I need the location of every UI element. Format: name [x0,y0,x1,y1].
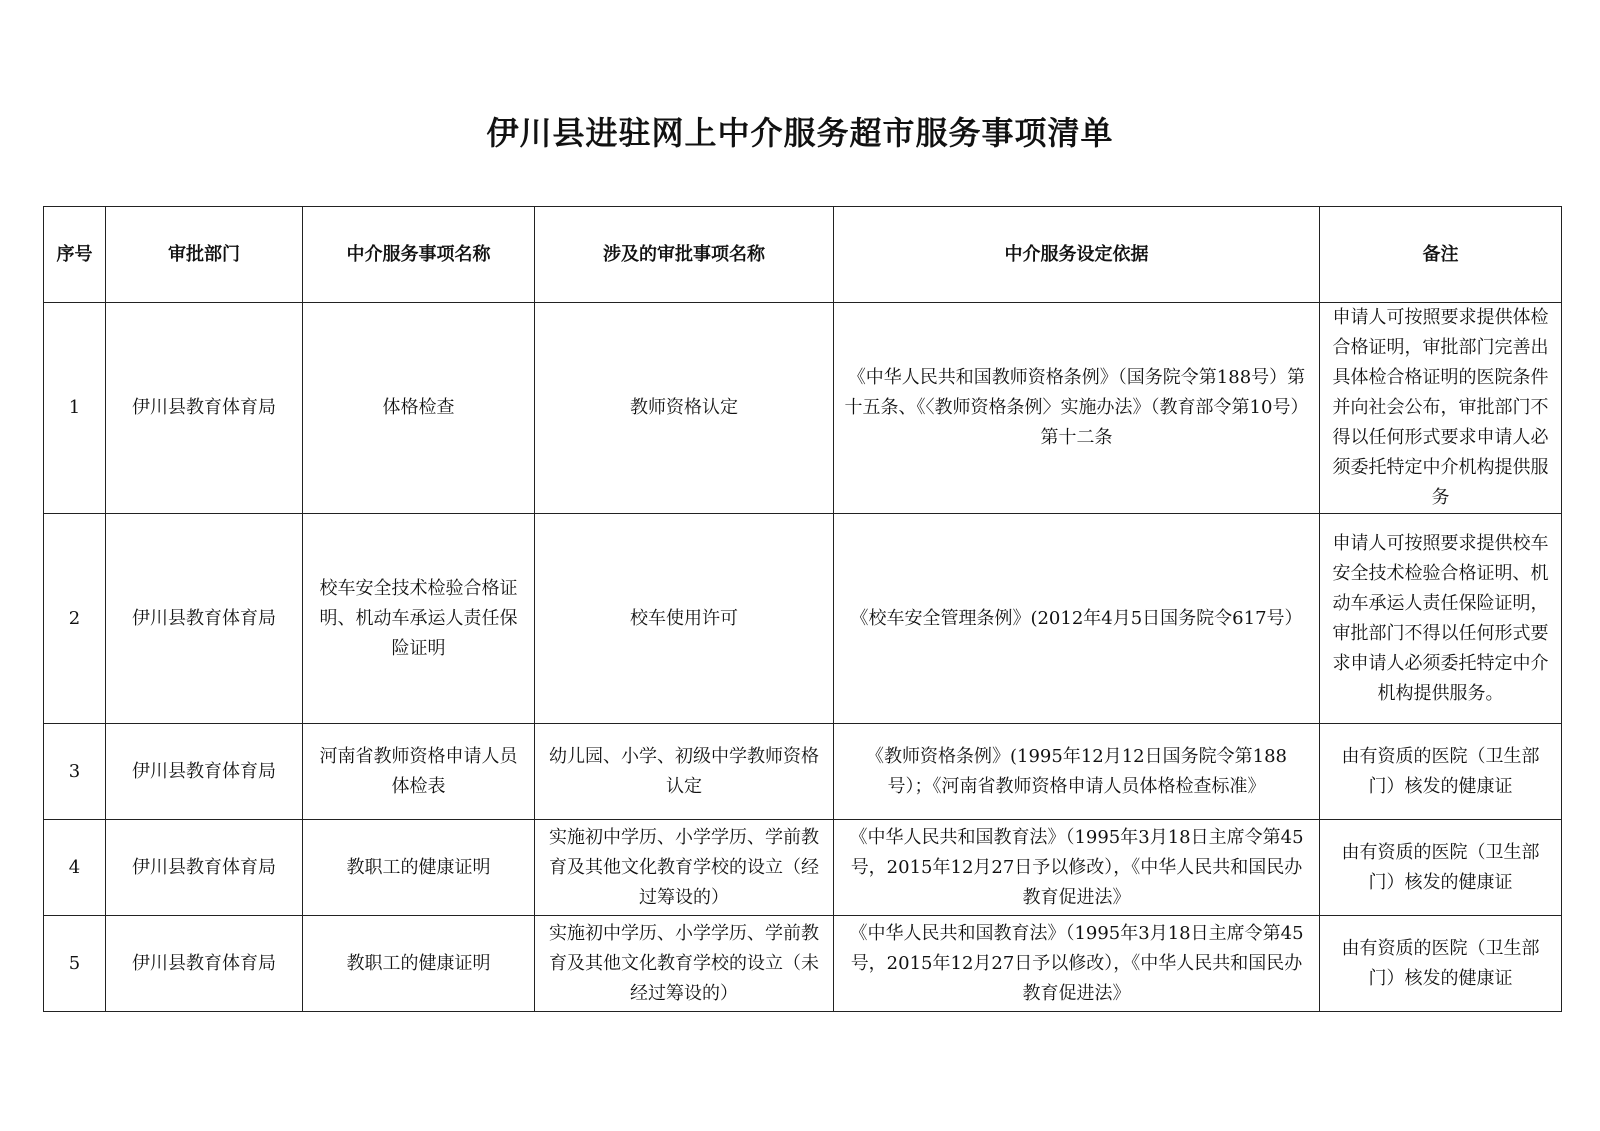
cell-no: 3 [44,724,106,820]
cell-service-name: 校车安全技术检验合格证明、机动车承运人责任保险证明 [303,514,535,724]
header-department: 审批部门 [106,207,303,303]
cell-remark: 由有资质的医院（卫生部门）核发的健康证 [1320,820,1562,916]
cell-remark: 申请人可按照要求提供体检合格证明，审批部门完善出具体检合格证明的医院条件并向社会公布，审批部门不得以任何形式要求申请人必须委托特定中介机构提供服务 [1320,303,1562,514]
cell-approval-name: 教师资格认定 [535,303,834,514]
cell-no: 2 [44,514,106,724]
header-service-name: 中介服务事项名称 [303,207,535,303]
cell-no: 5 [44,916,106,1012]
cell-service-name: 教职工的健康证明 [303,916,535,1012]
table-row [44,820,1562,916]
cell-approval-name: 幼儿园、小学、初级中学教师资格认定 [535,724,834,820]
cell-remark: 由有资质的医院（卫生部门）核发的健康证 [1320,724,1562,820]
cell-basis: 《中华人民共和国教育法》（1995年3月18日主席令第45号，2015年12月27日予以修改），《中华人民共和国民办教育促进法》 [834,820,1320,916]
cell-service-name: 教职工的健康证明 [303,820,535,916]
cell-basis: 《中华人民共和国教育法》（1995年3月18日主席令第45号，2015年12月27日予以修改），《中华人民共和国民办教育促进法》 [834,916,1320,1012]
table-row [44,916,1562,1012]
service-items-table [43,206,1562,1012]
header-no: 序号 [44,207,106,303]
cell-basis: 《教师资格条例》(1995年12月12日国务院令第188号）；《河南省教师资格申请人员体格检查标准》 [834,724,1320,820]
cell-service-name: 体格检查 [303,303,535,514]
table-row [44,303,1562,514]
table-header-row [44,207,1562,303]
cell-department: 伊川县教育体育局 [106,724,303,820]
cell-service-name: 河南省教师资格申请人员体检表 [303,724,535,820]
cell-remark: 申请人可按照要求提供校车安全技术检验合格证明、机动车承运人责任保险证明，审批部门不得以任何形式要求申请人必须委托特定中介机构提供服务。 [1320,514,1562,724]
cell-department: 伊川县教育体育局 [106,820,303,916]
cell-approval-name: 实施初中学历、小学学历、学前教育及其他文化教育学校的设立（未经过筹设的） [535,916,834,1012]
document-title: 伊川县进驻网上中介服务超市服务事项清单 [486,114,1114,152]
table-row [44,514,1562,724]
header-approval-name: 涉及的审批事项名称 [535,207,834,303]
cell-department: 伊川县教育体育局 [106,514,303,724]
table-row [44,724,1562,820]
header-remark: 备注 [1320,207,1562,303]
cell-approval-name: 实施初中学历、小学学历、学前教育及其他文化教育学校的设立（经过筹设的） [535,820,834,916]
cell-department: 伊川县教育体育局 [106,916,303,1012]
cell-approval-name: 校车使用许可 [535,514,834,724]
cell-no: 1 [44,303,106,514]
cell-remark: 由有资质的医院（卫生部门）核发的健康证 [1320,916,1562,1012]
cell-basis: 《中华人民共和国教师资格条例》（国务院令第188号）第十五条、《〈教师资格条例〉实施办法》（教育部令第10号）第十二条 [834,303,1320,514]
cell-basis: 《校车安全管理条例》(2012年4月5日国务院令617号） [834,514,1320,724]
cell-department: 伊川县教育体育局 [106,303,303,514]
header-basis: 中介服务设定依据 [834,207,1320,303]
cell-no: 4 [44,820,106,916]
